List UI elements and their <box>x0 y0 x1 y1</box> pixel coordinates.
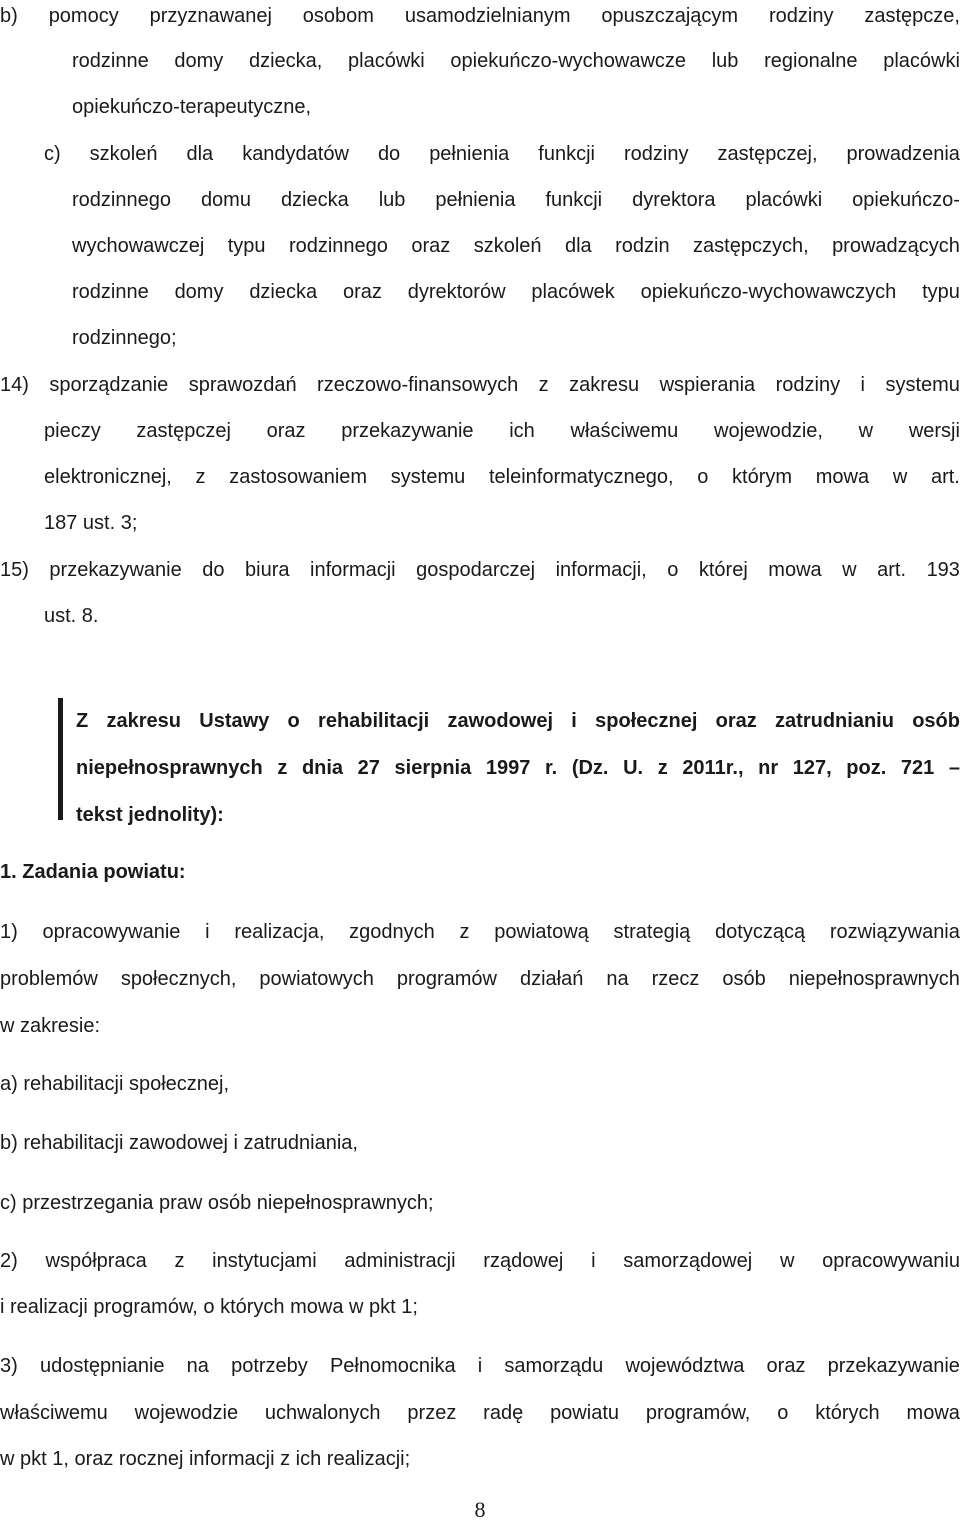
word: powiatu <box>550 1402 619 1424</box>
word: w <box>892 466 908 488</box>
word: administracji <box>344 1250 456 1272</box>
word: dziecka, <box>248 50 323 72</box>
word: o <box>287 710 300 732</box>
word: placówek <box>531 281 615 303</box>
word: dyrektorów <box>407 281 506 303</box>
word: przekazywanie <box>49 559 182 581</box>
text-line <box>72 278 960 306</box>
text-line: 187 ust. 3; <box>44 512 138 534</box>
word: wojewodzie <box>134 1402 239 1424</box>
word: dotyczącą <box>715 921 806 943</box>
word: art. <box>877 559 907 581</box>
word: sporządzanie <box>49 374 169 396</box>
word: dyrektora <box>632 189 716 211</box>
word: dnia <box>301 757 344 779</box>
word: domy <box>174 50 224 72</box>
word: współpraca <box>45 1250 147 1272</box>
word: sierpnia <box>394 757 472 779</box>
word: kandydatów <box>242 143 349 165</box>
word: 193 <box>926 559 960 581</box>
word: Ustawy <box>199 710 270 732</box>
word: pomocy <box>48 5 119 27</box>
word: o <box>667 559 679 581</box>
word: programów, <box>645 1402 751 1424</box>
section-heading-line: tekst jednolity): <box>76 804 224 826</box>
word: przyznawanej <box>149 5 272 27</box>
word: domu <box>200 189 251 211</box>
word: do <box>377 143 401 165</box>
word: zawodowej <box>447 710 554 732</box>
word: lub <box>378 189 406 211</box>
word: rządowej <box>483 1250 564 1272</box>
word: z <box>538 374 549 396</box>
word: samorządowej <box>623 1250 753 1272</box>
word: wychowawczej <box>72 235 205 257</box>
word: systemu <box>390 466 466 488</box>
word: typu <box>922 281 960 303</box>
word: U. <box>623 757 644 779</box>
word: oraz <box>715 710 757 732</box>
word: w <box>858 420 874 442</box>
word: uchwalonych <box>264 1402 381 1424</box>
word: mowa <box>768 559 822 581</box>
word: zastosowaniem <box>229 466 368 488</box>
word: której <box>698 559 748 581</box>
text-line <box>72 186 960 214</box>
word: opiekuńczo-wychowawcze <box>450 50 687 72</box>
word: niepełnosprawnych <box>76 757 263 779</box>
word: opuszczającym <box>601 5 739 27</box>
word: z <box>459 921 470 943</box>
word: b) <box>0 5 18 27</box>
text-line <box>0 965 960 993</box>
word: działań <box>519 968 584 990</box>
word: rodzin <box>615 235 670 257</box>
text-line: w pkt 1, oraz rocznej informacji z ich realizacji; <box>0 1448 411 1470</box>
word: systemu <box>885 374 960 396</box>
list-item: a) rehabilitacji społecznej, <box>0 1073 230 1095</box>
list-item: b) rehabilitacji zawodowej i zatrudniania, <box>0 1132 358 1154</box>
word: pełnienia <box>435 189 516 211</box>
word: elektronicznej, <box>44 466 172 488</box>
word: rodziny <box>775 374 841 396</box>
word: pieczy <box>44 420 101 442</box>
word: oraz <box>342 281 382 303</box>
word: programów <box>396 968 497 990</box>
word: zastępczych, <box>693 235 809 257</box>
text-line <box>0 556 960 584</box>
word: lub <box>711 50 739 72</box>
text-line: w zakresie: <box>0 1015 101 1037</box>
word: i <box>205 921 210 943</box>
text-line <box>72 47 960 75</box>
word: zgodnych <box>349 921 435 943</box>
word: Z <box>76 710 89 732</box>
text-line <box>44 463 960 491</box>
word: dziecka <box>280 189 349 211</box>
word: informacji <box>310 559 396 581</box>
word: mowa <box>906 1402 960 1424</box>
word: rozwiązywania <box>829 921 960 943</box>
word: rzecz <box>651 968 700 990</box>
word: mowa <box>815 466 870 488</box>
word: w <box>779 1250 795 1272</box>
word: zastępczej, <box>717 143 818 165</box>
word: powiatowych <box>259 968 374 990</box>
text-line <box>0 918 960 946</box>
word: powiatową <box>494 921 589 943</box>
word: i <box>477 1355 483 1377</box>
word: gospodarczej <box>416 559 536 581</box>
word: art. <box>930 466 960 488</box>
word: rodzinne <box>72 50 149 72</box>
word: radę <box>483 1402 524 1424</box>
word: rodzinnego <box>72 189 171 211</box>
word: właściwemu <box>570 420 679 442</box>
word: właściwemu <box>0 1402 108 1424</box>
text-line: i realizacji programów, o których mowa w pkt 1; <box>0 1296 418 1318</box>
word: prowadzenia <box>846 143 960 165</box>
word: poz. <box>846 757 887 779</box>
word: z <box>195 466 206 488</box>
word: rodzinnego <box>288 235 388 257</box>
word: opiekuńczo- <box>852 189 960 211</box>
word: udostępnianie <box>39 1355 165 1377</box>
word: 15) <box>0 559 29 581</box>
word: szkoleń <box>89 143 158 165</box>
word: dla <box>564 235 592 257</box>
word: usamodzielnianym <box>404 5 571 27</box>
word: dla <box>186 143 214 165</box>
word: osób <box>722 968 766 990</box>
word: niepełnosprawnych <box>788 968 960 990</box>
word: zatrudnianiu <box>775 710 894 732</box>
word: zakresu <box>569 374 640 396</box>
word: placówki <box>745 189 823 211</box>
word: których <box>815 1402 880 1424</box>
word: wersji <box>908 420 960 442</box>
word: rehabilitacji <box>318 710 430 732</box>
text-line <box>72 232 960 260</box>
word: przez <box>407 1402 457 1424</box>
word: 721 <box>900 757 935 779</box>
text-line: opiekuńczo-terapeutyczne, <box>72 96 312 118</box>
word: domy <box>174 281 224 303</box>
word: o <box>777 1402 789 1424</box>
word: sprawozdań <box>188 374 297 396</box>
word: nr <box>758 757 779 779</box>
word: typu <box>227 235 266 257</box>
quote-bar <box>58 698 63 820</box>
word: o <box>697 466 709 488</box>
word: wspierania <box>659 374 756 396</box>
word: rodziny <box>623 143 689 165</box>
text-line <box>0 1247 960 1275</box>
word: opiekuńczo-wychowawczych <box>640 281 897 303</box>
section-heading-line <box>76 754 960 782</box>
word: ich <box>509 420 535 442</box>
word: oraz <box>766 1355 806 1377</box>
word: zastępczej <box>136 420 231 442</box>
word: strategią <box>613 921 691 943</box>
word: zakresu <box>106 710 181 732</box>
word: społecznych, <box>120 968 237 990</box>
text-line <box>0 2 960 30</box>
word: z <box>657 757 668 779</box>
word: i <box>571 710 577 732</box>
word: województwa <box>625 1355 745 1377</box>
word: potrzeby <box>231 1355 308 1377</box>
word: 27 <box>357 757 380 779</box>
word: r. <box>544 757 558 779</box>
section-heading-line <box>76 707 960 735</box>
word: dziecka <box>249 281 318 303</box>
word: opracowywaniu <box>822 1250 960 1272</box>
word: realizacja, <box>234 921 325 943</box>
word: i <box>591 1250 596 1272</box>
word: i <box>860 374 865 396</box>
word: placówki <box>883 50 960 72</box>
word: 14) <box>0 374 29 396</box>
word: wojewodzie, <box>714 420 823 442</box>
word: przekazywanie <box>827 1355 960 1377</box>
word: 2011r., <box>682 757 744 779</box>
word: rodziny <box>768 5 834 27</box>
word: 1997 <box>485 757 531 779</box>
text-line <box>0 1352 960 1380</box>
word: na <box>186 1355 209 1377</box>
text-line: rodzinnego; <box>72 327 177 349</box>
word: 1) <box>0 921 18 943</box>
word: osób <box>912 710 960 732</box>
word: oraz <box>266 420 306 442</box>
word: 3) <box>0 1355 18 1377</box>
word: którym <box>732 466 793 488</box>
word: zastępcze, <box>864 5 960 27</box>
text-line: ust. 8. <box>44 605 99 627</box>
word: 2) <box>0 1250 18 1272</box>
word: przekazywanie <box>341 420 474 442</box>
word: do <box>202 559 225 581</box>
word: Pełnomocnika <box>329 1355 456 1377</box>
text-line <box>0 371 960 399</box>
word: opracowywanie <box>42 921 181 943</box>
text-line <box>0 1399 960 1427</box>
word: rodzinne <box>72 281 149 303</box>
word: funkcji <box>538 143 595 165</box>
word: problemów <box>0 968 98 990</box>
word: regionalne <box>764 50 858 72</box>
word: samorządu <box>504 1355 604 1377</box>
word: (Dz. <box>571 757 609 779</box>
word: prowadzących <box>832 235 960 257</box>
word: instytucjami <box>212 1250 317 1272</box>
word: informacji, <box>555 559 647 581</box>
word: 127, <box>792 757 832 779</box>
word: placówki <box>348 50 425 72</box>
word: pełnienia <box>429 143 510 165</box>
text-line <box>44 417 960 445</box>
word: biura <box>245 559 290 581</box>
word: teleinformatycznego, <box>488 466 674 488</box>
word: na <box>606 968 629 990</box>
word: – <box>948 757 960 779</box>
word: z <box>277 757 288 779</box>
word: z <box>174 1250 185 1272</box>
word: rzeczowo-finansowych <box>317 374 519 396</box>
tasks-heading: 1. Zadania powiatu: <box>0 861 186 883</box>
text-line <box>44 140 960 168</box>
page-number: 8 <box>474 1497 486 1522</box>
word: w <box>842 559 857 581</box>
list-item: c) przestrzegania praw osób niepełnosprawnych; <box>0 1192 434 1214</box>
word: funkcji <box>545 189 603 211</box>
word: osobom <box>302 5 374 27</box>
word: szkoleń <box>473 235 542 257</box>
word: społecznej <box>595 710 698 732</box>
word: c) <box>44 143 61 165</box>
word: oraz <box>411 235 451 257</box>
